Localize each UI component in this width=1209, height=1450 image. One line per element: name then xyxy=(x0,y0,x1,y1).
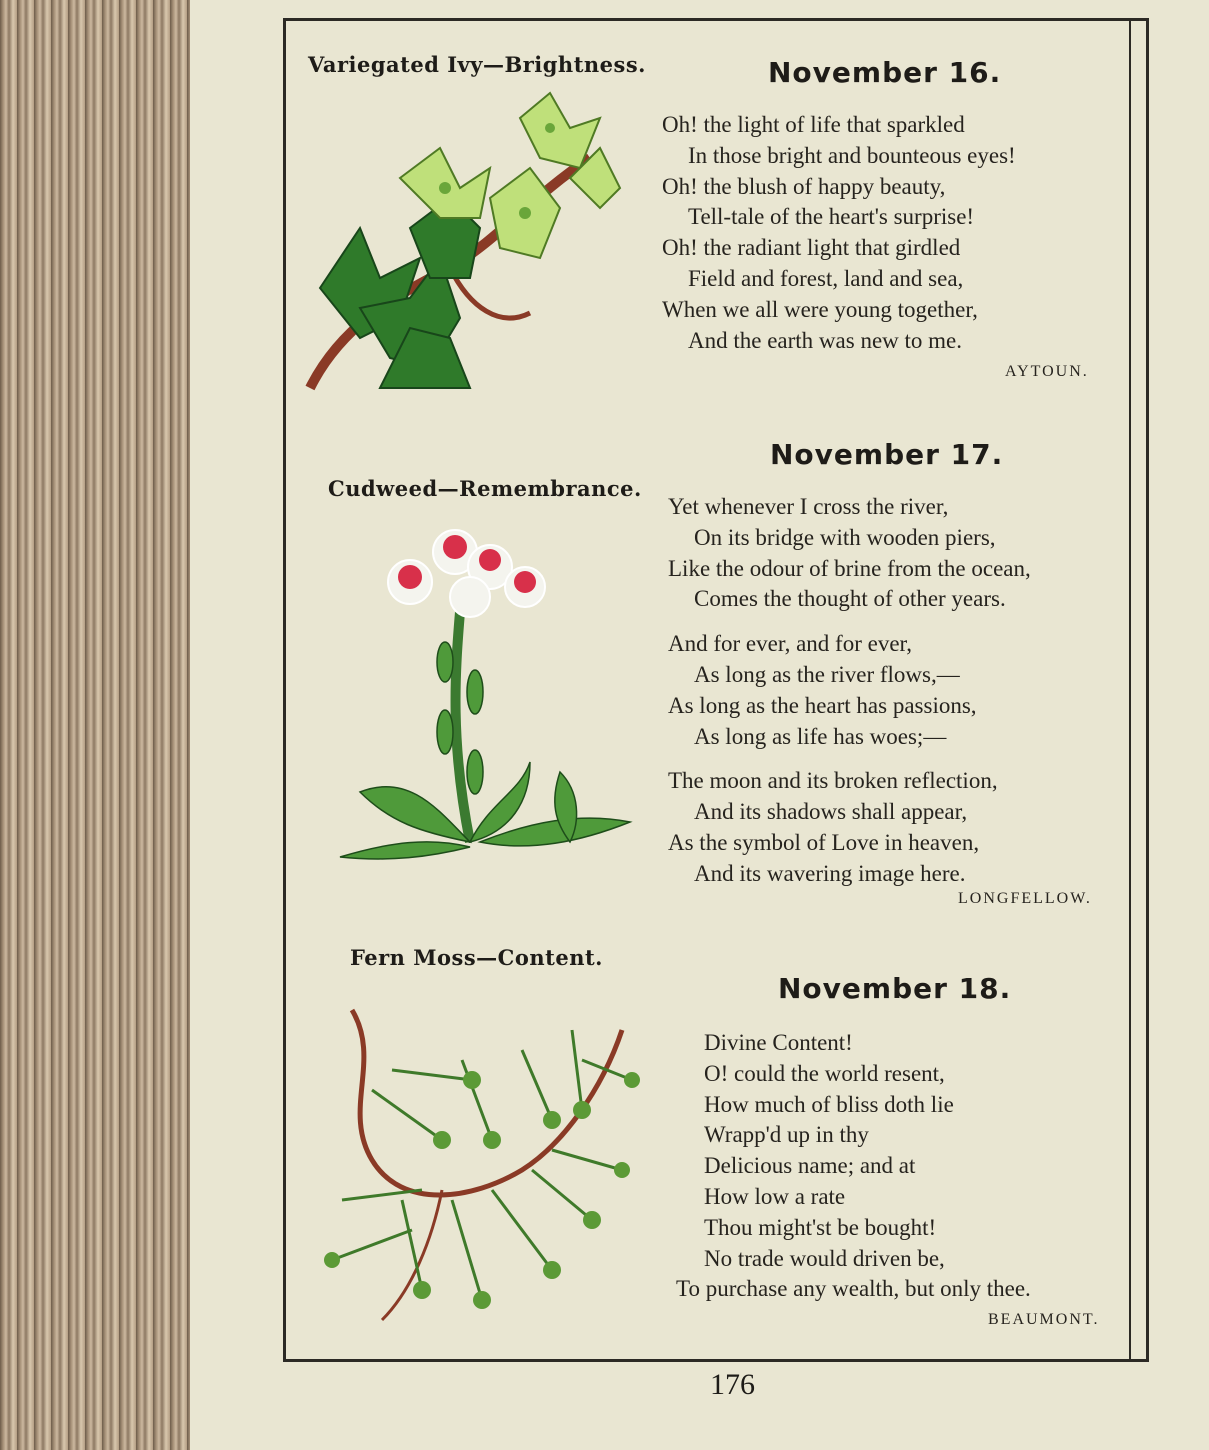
poem-line: Yet whenever I cross the river, xyxy=(668,494,949,519)
poem-line: To purchase any wealth, but only thee. xyxy=(676,1276,1031,1302)
author-name: LONGFELLOW. xyxy=(958,890,1092,907)
poem-november-17 xyxy=(668,492,1031,890)
poem-line: Oh! the light of life that sparkled xyxy=(662,112,965,137)
poem-line: Comes the thought of other years. xyxy=(694,586,1006,612)
poem-line: And its wavering image here. xyxy=(694,860,966,886)
poem-line: In those bright and bounteous eyes! xyxy=(688,142,1016,168)
entry-date: November 18. xyxy=(778,972,1012,1005)
border-inner-rule xyxy=(1129,18,1131,1362)
poem-line: Divine Content! xyxy=(704,1030,853,1055)
author-name: AYTOUN. xyxy=(1005,363,1089,380)
poem-line: As long as the river flows,— xyxy=(694,661,960,687)
poem-line: Delicious name; and at xyxy=(704,1153,916,1179)
poem-line: How much of bliss doth lie xyxy=(704,1091,954,1117)
poem-line: No trade would driven be, xyxy=(704,1245,945,1271)
poem-november-18 xyxy=(676,1028,1031,1305)
entry-date: November 17. xyxy=(770,438,1004,471)
fern-moss-illustration xyxy=(322,1000,642,1340)
poem-line: O! could the world resent, xyxy=(704,1060,945,1086)
poem-november-16 xyxy=(662,110,1016,356)
poem-line: Tell-tale of the heart's surprise! xyxy=(688,204,975,230)
author-name: BEAUMONT. xyxy=(988,1311,1100,1328)
plate-title-fern-moss: Fern Moss—Content. xyxy=(350,945,603,970)
poem-line: Oh! the radiant light that girdled xyxy=(662,235,961,261)
cudweed-illustration xyxy=(330,522,640,872)
poem-line: As long as life has woes;— xyxy=(694,723,947,749)
poem-line: Wrapp'd up in thy xyxy=(704,1122,869,1148)
poem-line: How low a rate xyxy=(704,1183,846,1209)
poem-line: The moon and its broken reflection, xyxy=(668,768,998,794)
poem-line: And its shadows shall appear, xyxy=(694,799,968,825)
page-number: 176 xyxy=(710,1368,755,1401)
poem-line: Thou might'st be bought! xyxy=(704,1214,937,1240)
plate-title-ivy: Variegated Ivy—Brightness. xyxy=(308,52,646,77)
poem-line: Like the odour of brine from the ocean, xyxy=(668,555,1031,581)
poem-line: Oh! the blush of happy beauty, xyxy=(662,173,946,199)
poem-line: When we all were young together, xyxy=(662,296,978,322)
poem-line: Field and forest, land and sea, xyxy=(688,265,964,291)
variegated-ivy-illustration xyxy=(300,88,630,398)
poem-line: As long as the heart has passions, xyxy=(668,692,977,718)
entry-date: November 16. xyxy=(768,56,1002,89)
poem-line: And the earth was new to me. xyxy=(688,327,963,353)
poem-line: As the symbol of Love in heaven, xyxy=(668,829,980,855)
plate-title-cudweed: Cudweed—Remembrance. xyxy=(328,476,642,501)
poem-line: On its bridge with wooden piers, xyxy=(694,524,996,550)
poem-line: And for ever, and for ever, xyxy=(668,631,913,657)
